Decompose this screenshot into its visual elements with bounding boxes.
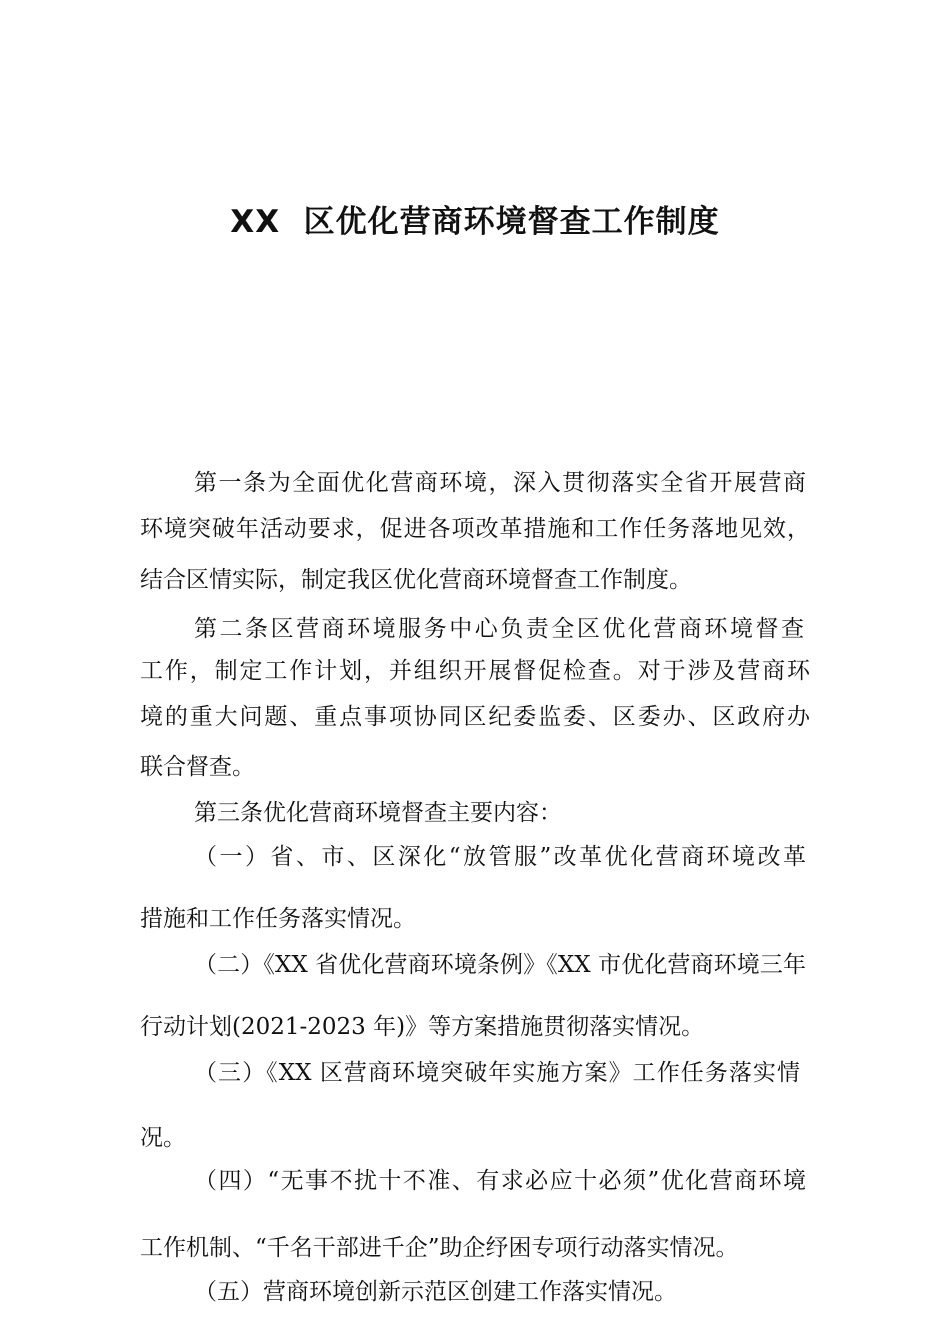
item-1-line-1: （一）省、市、区深化“放管服”改革优化营商环境改革: [194, 844, 806, 870]
paragraph-2-line-2: 工作，制定工作计划，并组织开展督促检查。对于涉及营商环: [140, 658, 810, 684]
item-2-line-2: 行动计划(2021-2023 年)》等方案措施贯彻落实情况。: [140, 1014, 705, 1040]
item-2-line-1: （二）《XX 省优化营商环境条例》《XX 市优化营商环境三年: [194, 952, 806, 978]
paragraph-1-line-2: 环境突破年活动要求，促进各项改革措施和工作任务落地见效，: [140, 516, 810, 542]
paragraph-3-line-1: 第三条优化营商环境督查主要内容：: [194, 800, 562, 826]
item-3-line-1: （三）《XX 区营商环境突破年实施方案》工作任务落实情: [194, 1060, 800, 1086]
paragraph-2-line-3: 境的重大问题、重点事项协同区纪委监委、区委办、区政府办: [140, 704, 810, 730]
document-title: XX 区优化营商环境督查工作制度: [230, 204, 720, 240]
item-4-line-2: 工作机制、“千名干部进千企”助企纾困专项行动落实情况。: [140, 1235, 739, 1261]
paragraph-1-line-1: 第一条为全面优化营商环境，深入贯彻落实全省开展营商: [194, 470, 806, 496]
item-5-line-1: （五）营商环境创新示范区创建工作落实情况。: [194, 1279, 677, 1305]
item-1-line-2: 措施和工作任务落实情况。: [140, 906, 416, 932]
item-4-line-1: （四）“无事不扰十不准、有求必应十必须”优化营商环境: [194, 1168, 806, 1194]
item-3-line-2: 况。: [140, 1125, 186, 1151]
paragraph-2-line-1: 第二条区营商环境服务中心负责全区优化营商环境督查: [194, 616, 804, 642]
paragraph-1-line-3: 结合区情实际，制定我区优化营商环境督查工作制度。: [140, 567, 692, 593]
paragraph-2-line-4: 联合督查。: [140, 754, 255, 780]
